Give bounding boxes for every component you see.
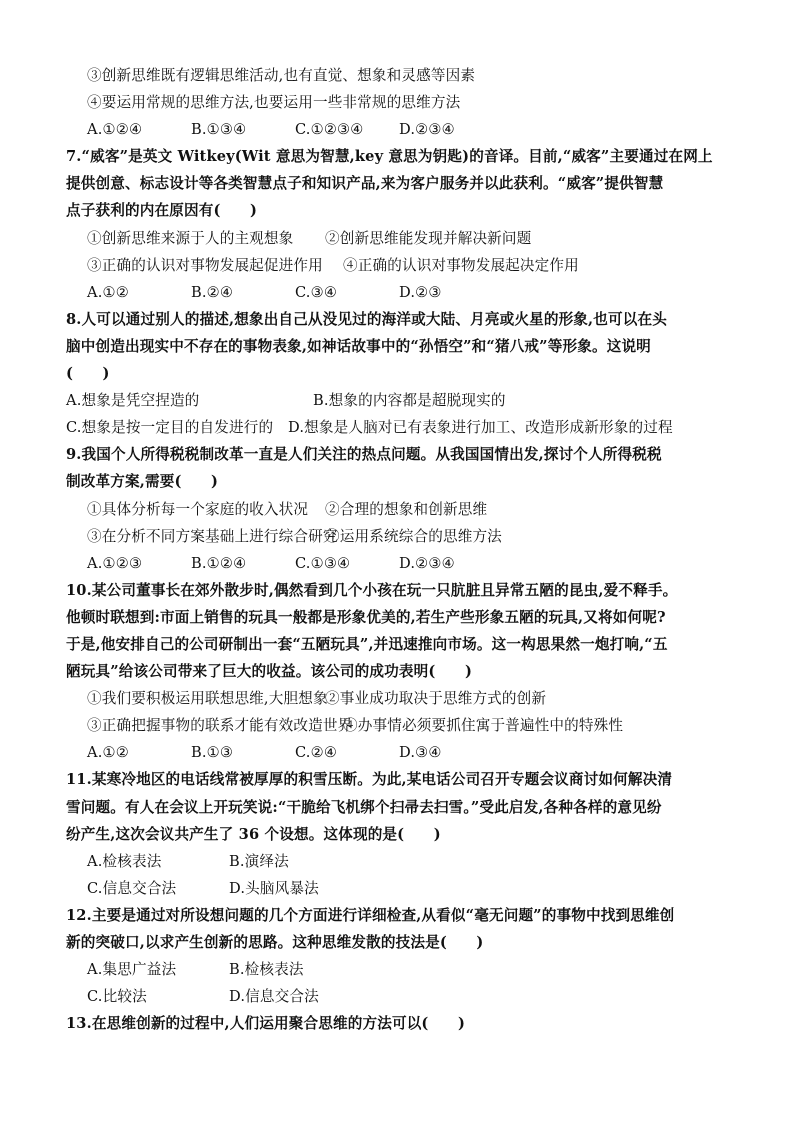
answer-option: A.①② bbox=[87, 744, 129, 762]
answer-options-row bbox=[66, 956, 731, 983]
answer-option: A.集思广益法 bbox=[87, 961, 177, 979]
answer-option: D.信息交合法 bbox=[229, 988, 319, 1006]
question-text-line: 新的突破口,以求产生创新的思路。这种思维发散的技法是( ) bbox=[66, 934, 484, 951]
question-text-line: 13.在思维创新的过程中,人们运用聚合思维的方法可以( ) bbox=[66, 1015, 466, 1033]
answer-option: C.③④ bbox=[295, 283, 338, 301]
answer-options-row bbox=[66, 983, 731, 1010]
question-text-line: 纷产生,这次会议共产生了 36 个设想。这体现的是( ) bbox=[66, 825, 441, 843]
text-line: ④要运用常规的思维方法,也要运用一些非常规的思维方法 bbox=[87, 94, 461, 112]
answer-option: C.②④ bbox=[295, 744, 338, 762]
answer-option: A.①②③ bbox=[87, 554, 143, 572]
answer-option: B.②④ bbox=[191, 283, 234, 301]
question-text-line: 12.主要是通过对所设想问题的几个方面进行详细检查,从看似“毫无问题”的事物中找到思维创 bbox=[66, 906, 675, 924]
answer-option: D.③④ bbox=[399, 744, 442, 762]
answer-option: B.①③④ bbox=[191, 121, 247, 139]
choice-text: ③在分析不同方案基础上进行综合研究 bbox=[87, 527, 338, 545]
choice-pair-row bbox=[66, 712, 731, 739]
answer-option: D.头脑风暴法 bbox=[229, 879, 319, 897]
question-text-line: 7.“威客”是英文 Witkey(Wit 意思为智慧,key 意思为钥匙)的音译。目前,“威客”主要通过在网上 bbox=[66, 148, 713, 166]
text-line: C.想象是按一定目的自发进行的 D.想象是人脑对已有表象进行加工、改造形成新形象的过程 bbox=[66, 419, 673, 437]
question-text-line: ( ) bbox=[66, 365, 110, 383]
answer-options-row bbox=[66, 279, 731, 306]
question-text-line: 提供创意、标志设计等各类智慧点子和知识产品,来为客户服务并以此获利。“威客”提供智慧 bbox=[66, 175, 664, 193]
choice-text: ③正确的认识对事物发展起促进作用 bbox=[87, 256, 323, 274]
choice-text: ④正确的认识对事物发展起决定作用 bbox=[343, 256, 579, 274]
answer-option: D.②③ bbox=[399, 283, 442, 301]
answer-options-row bbox=[66, 116, 731, 143]
question-text-line: 9.我国个人所得税税制改革一直是人们关注的热点问题。从我国国情出发,探讨个人所得税税 bbox=[66, 446, 662, 464]
answer-option: A.①②④ bbox=[87, 121, 143, 139]
choice-text: ②创新思维能发现并解决新问题 bbox=[325, 229, 532, 247]
answer-option: D.②③④ bbox=[399, 554, 455, 572]
choice-pair-row bbox=[66, 685, 731, 712]
choice-text: ①具体分析每一个家庭的收入状况 bbox=[87, 500, 309, 518]
answer-option: C.信息交合法 bbox=[87, 879, 177, 897]
question-text-line: 8.人可以通过别人的描述,想象出自己从没见过的海洋或大陆、月亮或火星的形象,也可以在头 bbox=[66, 310, 668, 328]
answer-option: B.检核表法 bbox=[229, 961, 304, 979]
answer-options-row bbox=[66, 550, 731, 577]
answer-options-row bbox=[66, 739, 731, 766]
text-line: ③创新思维既有逻辑思维活动,也有直觉、想象和灵感等因素 bbox=[87, 67, 476, 84]
choice-text: ①我们要积极运用联想思维,大胆想象 bbox=[87, 690, 328, 708]
choice-text: ①创新思维来源于人的主观想象 bbox=[87, 229, 294, 247]
question-text-line: 他顿时联想到:市面上销售的玩具一般都是形象优美的,若生产些形象五陋的玩具,又将如何呢? bbox=[66, 608, 666, 626]
choice-text: ④办事情必须要抓住寓于普遍性中的特殊性 bbox=[343, 717, 624, 735]
choice-text: ②合理的想象和创新思维 bbox=[325, 500, 488, 518]
exam-page bbox=[66, 62, 731, 1037]
choice-pair-row bbox=[66, 496, 731, 523]
answer-option: C.比较法 bbox=[87, 988, 147, 1006]
answer-option: D.②③④ bbox=[399, 121, 455, 139]
choice-pair-row bbox=[66, 252, 731, 279]
answer-options-row bbox=[66, 875, 731, 902]
choice-text: ③正确把握事物的联系才能有效改造世界 bbox=[87, 717, 353, 735]
question-text-line: 于是,他安排自己的公司研制出一套“五陋玩具”,并迅速推向市场。这一构思果然一炮打响,“五 bbox=[66, 635, 668, 653]
question-text-line: 脑中创造出现实中不存在的事物表象,如神话故事中的“孙悟空”和“猪八戒”等形象。这说明 bbox=[66, 337, 651, 355]
answer-options-row bbox=[66, 848, 731, 875]
question-text-line: 11.某寒冷地区的电话线常被厚厚的积雪压断。为此,某电话公司召开专题会议商讨如何解决清 bbox=[66, 771, 673, 789]
answer-option: C.①②③④ bbox=[295, 121, 364, 139]
choice-text: ②事业成功取决于思维方式的创新 bbox=[325, 690, 547, 708]
choice-text: A.想象是凭空捏造的 bbox=[66, 392, 200, 410]
answer-option: B.①②④ bbox=[191, 554, 247, 572]
question-text-line: 陋玩具”给该公司带来了巨大的收益。该公司的成功表明( ) bbox=[66, 663, 472, 681]
choice-pair-row bbox=[66, 523, 731, 550]
choice-text: ④运用系统综合的思维方法 bbox=[325, 527, 502, 545]
question-text-line: 制改革方案,需要( ) bbox=[66, 473, 219, 491]
choice-pair-row bbox=[66, 387, 731, 414]
answer-option: B.①③ bbox=[191, 744, 234, 762]
answer-option: A.①② bbox=[87, 283, 129, 301]
answer-option: A.检核表法 bbox=[87, 852, 162, 870]
question-text-line: 雪问题。有人在会议上开玩笑说:“干脆给飞机绑个扫帚去扫雪。”受此启发,各种各样的意见纷 bbox=[66, 798, 662, 816]
question-text-line: 点子获利的内在原因有( ) bbox=[66, 202, 258, 220]
choice-pair-row bbox=[66, 225, 731, 252]
choice-text: B.想象的内容都是超脱现实的 bbox=[313, 392, 506, 410]
answer-option: C.①③④ bbox=[295, 554, 351, 572]
answer-option: B.演绎法 bbox=[229, 852, 289, 870]
question-text-line: 10.某公司董事长在郊外散步时,偶然看到几个小孩在玩一只肮脏且异常五陋的昆虫,爱不释手。 bbox=[66, 581, 678, 599]
